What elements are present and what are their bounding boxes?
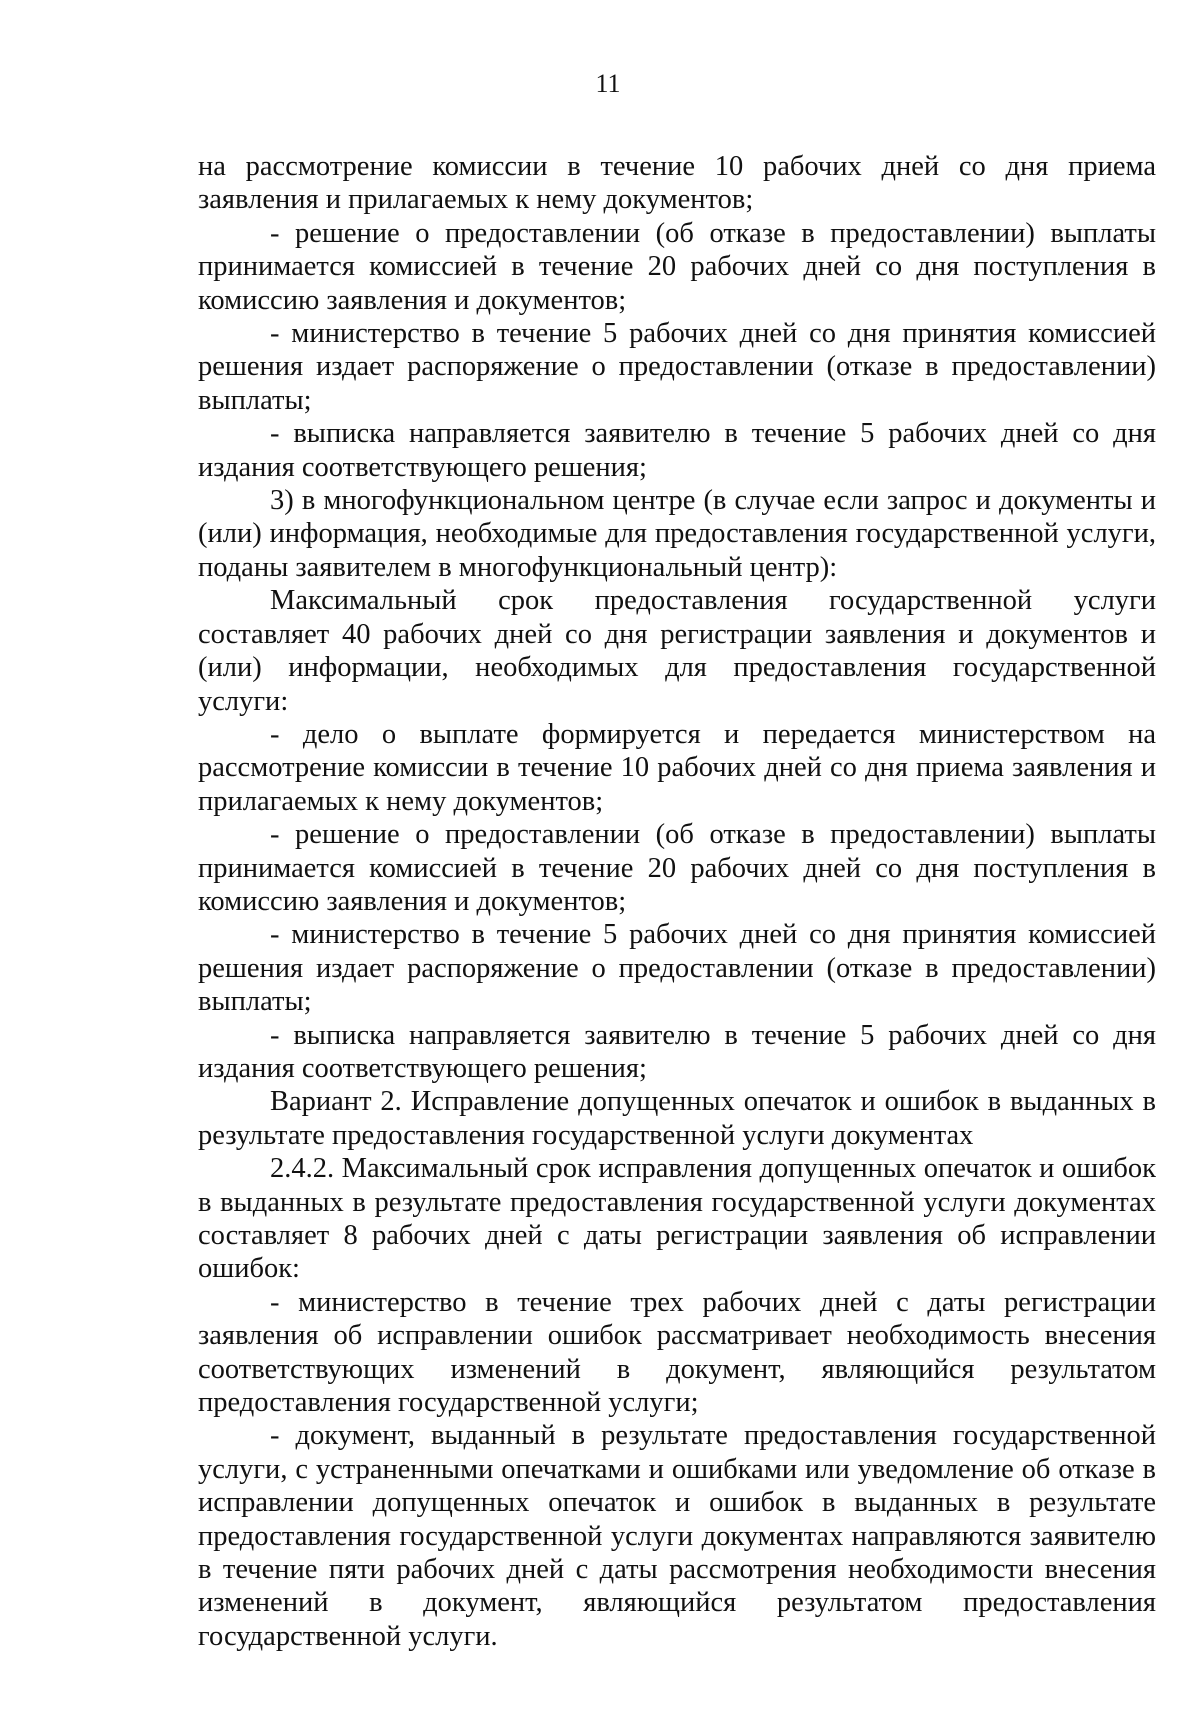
- paragraph-document-sent-5-days: - документ, выданный в результате предоставления государственной услуги, с устраненными опечатками и ошибками или уведомление об отказе в исправлении допущенных опечаток и ошибок в выданных в результате предоставления государственной услуги документах направляются заявителю в течение пяти рабочих дней с даты рассмотрения необходимости внесения изменений в документ, являющийся результатом предоставления государственной услуги.: [198, 1420, 1156, 1652]
- paragraph-continuation: на рассмотрение комиссии в течение 10 рабочих дней со дня приема заявления и прилагаемых к нему документов;: [198, 151, 1156, 216]
- paragraph-commission-decision-20-days-mfc: - решение о предоставлении (об отказе в предоставлении) выплаты принимается комиссией в течение 20 рабочих дней со дня поступления в комиссию заявления и документов;: [198, 819, 1156, 917]
- paragraph-commission-decision-20-days: - решение о предоставлении (об отказе в предоставлении) выплаты принимается комиссией в течение 20 рабочих дней со дня поступления в комиссию заявления и документов;: [198, 217, 1156, 316]
- paragraph-max-term-40-days: Максимальный срок предоставления государственной услуги составляет 40 рабочих дней со дня регистрации заявления и документов и (или) информации, необходимых для предоставления государственной услуги:: [198, 585, 1156, 717]
- document-body: [198, 150, 1156, 1653]
- heading-variant-2: Вариант 2. Исправление допущенных опечаток и ошибок в выданных в результате предоставления государственной услуги документах: [198, 1086, 1156, 1151]
- paragraph-ministry-order-5-days-mfc: - министерство в течение 5 рабочих дней со дня принятия комиссией решения издает распоряжение о предоставлении (отказе в предоставлении) выплаты;: [198, 919, 1156, 1018]
- page-number: 11: [595, 69, 621, 98]
- paragraph-extract-sent-5-days: - выписка направляется заявителю в течение 5 рабочих дней со дня издания соответствующего решения;: [198, 418, 1156, 483]
- paragraph-extract-sent-5-days-mfc: - выписка направляется заявителю в течение 5 рабочих дней со дня издания соответствующего решения;: [198, 1019, 1156, 1084]
- paragraph-ministry-review-3-days: - министерство в течение трех рабочих дней с даты регистрации заявления об исправлении ошибок рассматривает необходимость внесения соответствующих изменений в документ, являющийся результатом предоставления государственной услуги;: [198, 1286, 1156, 1419]
- paragraph-mfc-item-3: 3) в многофункциональном центре (в случае если запрос и документы и (или) информация, необходимые для предоставления государственной услуги, поданы заявителем в многофункциональный центр):: [198, 485, 1156, 583]
- paragraph-2-4-2: 2.4.2. Максимальный срок исправления допущенных опечаток и ошибок в выданных в результате предоставления государственной услуги документах составляет 8 рабочих дней с даты регистрации заявления об исправлении ошибок:: [198, 1153, 1156, 1285]
- paragraph-case-formed-10-days: - дело о выплате формируется и передается министерством на рассмотрение комиссии в течение 10 рабочих дней со дня приема заявления и прилагаемых к нему документов;: [198, 718, 1156, 817]
- paragraph-ministry-order-5-days: - министерство в течение 5 рабочих дней со дня принятия комиссией решения издает распоряжение о предоставлении (отказе в предоставлении) выплаты;: [198, 318, 1156, 416]
